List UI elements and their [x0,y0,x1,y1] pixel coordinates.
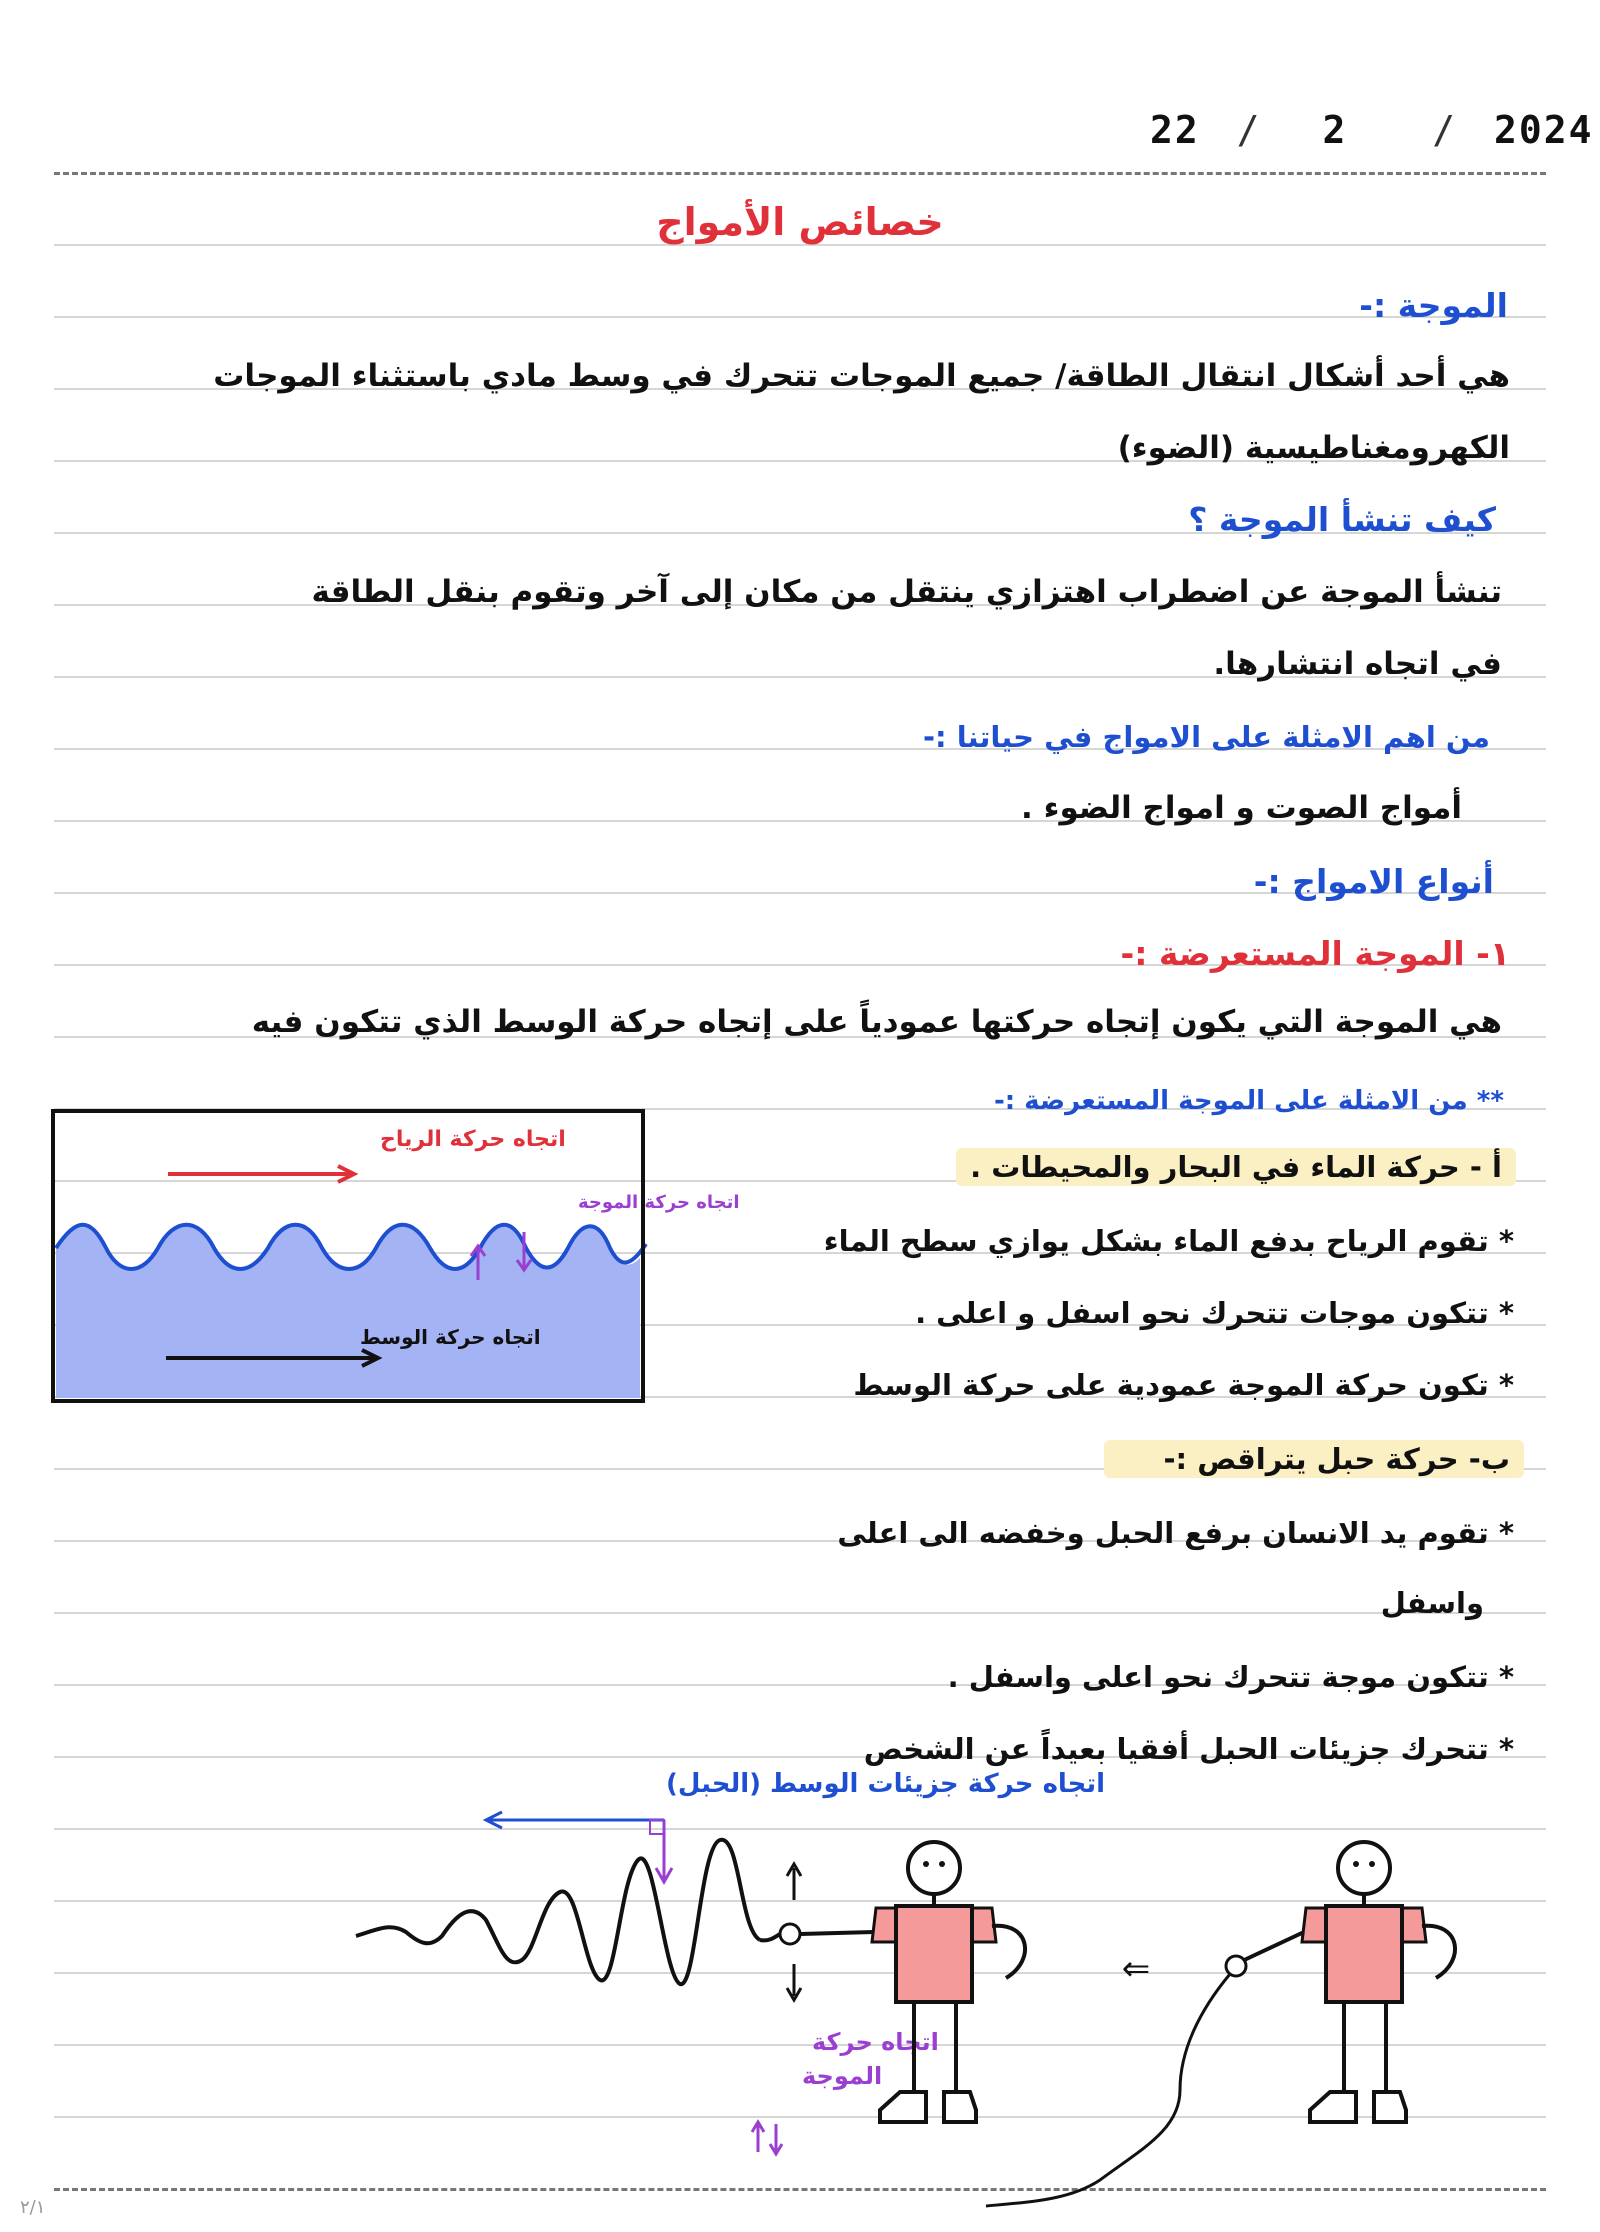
person-shoe [1310,2092,1356,2122]
person-eye [1353,1861,1359,1867]
person-2 [986,1842,1455,2206]
person-arm [992,1926,1025,1978]
person-eye [1369,1861,1375,1867]
date-separator: / [1236,108,1262,152]
example-b-point: واسفل [1380,1586,1484,1620]
rope-end [760,1934,780,1940]
page-title: خصائص الأمواج [656,200,944,244]
water-surface-line [56,1225,646,1269]
origin-line-1: تنشأ الموجة عن اضطراب اهتزازي ينتقل من مكان إلى آخر وتقوم بنقل الطاقة [311,574,1502,610]
date-month: 2 [1322,108,1348,152]
rope-wave [356,1840,760,1984]
example-a-point: * تكون حركة الموجة عمودية على حركة الوسط [853,1368,1514,1402]
person-shirt [896,1906,972,2002]
person-shoe [944,2092,976,2122]
person-shirt [1326,1906,1402,2002]
examples-heading: من اهم الامثلة على الامواج في حياتنا :- [923,720,1490,754]
date-day: 22 [1150,108,1200,152]
example-a-title: أ - حركة الماء في البحار والمحيطات . [956,1148,1516,1186]
examples-text: أمواج الصوت و امواج الضوء . [1021,790,1462,826]
wind-direction-label: اتجاه حركة الرياح [380,1127,566,1152]
wave-heading: الموجة :- [1359,286,1508,325]
water-body [56,1225,640,1398]
wave-definition-line-2: الكهرومغناطيسية (الضوء) [1117,430,1510,466]
hanging-rope [986,1974,1230,2206]
example-b-title: ب- حركة حبل يتراقص :- [1104,1440,1524,1478]
origin-heading: كيف تنشأ الموجة ؟ [1188,500,1496,539]
person-sleeve [872,1908,896,1942]
example-b-point: * تتحرك جزيئات الحبل أفقيا بعيداً عن الشخص [863,1732,1514,1766]
person-head [908,1842,960,1894]
page-number: ٢/١ [20,2197,46,2218]
person-sleeve [1302,1908,1326,1942]
rope-hand-point [1226,1956,1246,1976]
transverse-definition: هي الموجة التي يكون إتجاه حركتها عمودياً على إتجاه حركة الوسط الذي تتكون فيه [251,1004,1502,1040]
water-wave-diagram [50,1108,740,1404]
transverse-examples-heading: ** من الامثلة على الموجة المستعرضة :- [993,1086,1504,1116]
person-arm [1240,1932,1304,1962]
example-a-point: * تتكون موجات تتحرك نحو اسفل و اعلى . [915,1296,1514,1330]
header-divider [54,172,1546,175]
person-shoe [1374,2092,1406,2122]
rope-wave-direction-label: الموجة [802,2062,883,2090]
person-eye [939,1861,945,1867]
person-shoe [880,2092,926,2122]
rope-wave-direction-label: اتجاه حركة [812,2028,939,2056]
right-angle-mark [650,1820,664,1834]
person-arm [800,1932,874,1934]
ruled-line [54,1612,1546,1614]
example-b-point: * تقوم يد الانسان برفع الحبل وخفضه الى اعلى [837,1516,1514,1550]
medium-direction-label: اتجاه حركة الوسط [360,1325,541,1349]
example-b-point: * تتكون موجة تتحرك نحو اعلى واسفل . [947,1660,1514,1694]
date [1150,108,1594,152]
person-head [1338,1842,1390,1894]
movement-arrow-icon: ⇐ [1121,1949,1151,1989]
particles-direction-label: اتجاه حركة جزيئات الوسط (الحبل) [666,1769,1106,1799]
origin-line-2: في اتجاه انتشارها. [1213,646,1502,682]
wave-definition-line-1: هي أحد أشكال انتقال الطاقة/ جميع الموجات تتحرك في وسط مادي باستثناء الموجات [213,358,1510,394]
transverse-heading: ١- الموجة المستعرضة :- [1120,934,1510,973]
types-heading: أنواع الامواج :- [1253,862,1494,901]
example-a-point: * تقوم الرياح بدفع الماء بشكل يوازي سطح الماء [823,1224,1514,1258]
person-arm [1422,1926,1455,1978]
date-separator: / [1432,108,1458,152]
ruled-line [54,244,1546,246]
person-eye [923,1861,929,1867]
date-year: 2024 [1494,108,1594,152]
ruled-line [54,316,1546,318]
wave-direction-label: اتجاه حركة الموجة [578,1192,740,1213]
rope-hand-point [780,1924,800,1944]
rope-wave-diagram [180,1750,1480,2210]
